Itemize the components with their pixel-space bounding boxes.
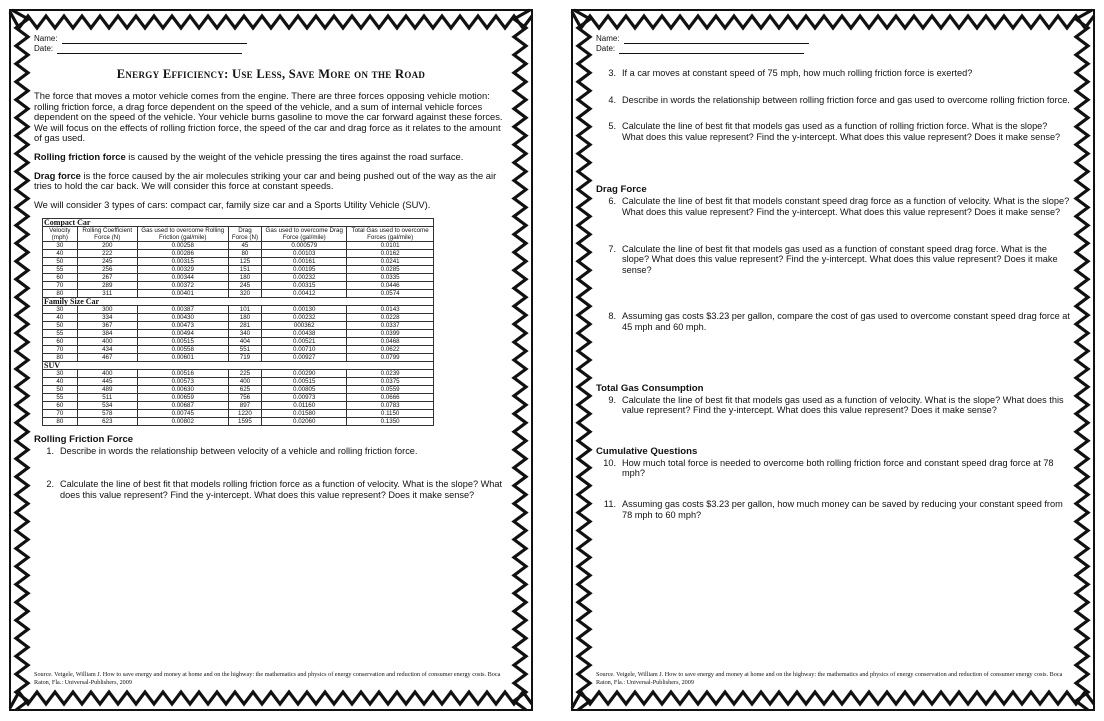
- table-cell: 0.00290: [262, 370, 347, 378]
- table-cell: 0.00195: [262, 266, 347, 274]
- table-cell: 445: [77, 378, 137, 386]
- name-line[interactable]: [624, 35, 809, 44]
- table-cell: 0.00103: [262, 250, 347, 258]
- table-row: [43, 306, 434, 314]
- table-cell: 0.00927: [262, 354, 347, 362]
- name-line[interactable]: [62, 35, 247, 44]
- table-cell: 50: [43, 386, 78, 394]
- table-row: [43, 402, 434, 410]
- table-cell: 625: [228, 386, 262, 394]
- table-cell: 0.0143: [347, 306, 434, 314]
- table-cell: 434: [77, 346, 137, 354]
- table-cell: 0.0666: [347, 394, 434, 402]
- question-number: 8.: [608, 311, 616, 322]
- table-cell: 0.00659: [137, 394, 228, 402]
- table-cell: 60: [43, 274, 78, 282]
- table-cell: 50: [43, 322, 78, 330]
- table-cell: 0.0446: [347, 282, 434, 290]
- table-cell: 80: [43, 290, 78, 298]
- table-cell: 55: [43, 330, 78, 338]
- table-cell: 756: [228, 394, 262, 402]
- table-row: [43, 346, 434, 354]
- border-zigzag-edge: [1076, 10, 1092, 710]
- table-row: [43, 274, 434, 282]
- table-cell: 0.0239: [347, 370, 434, 378]
- table-row: [43, 394, 434, 402]
- table-cell: 320: [228, 290, 262, 298]
- question-item: [596, 244, 1070, 276]
- table-cell: 0.00805: [262, 386, 347, 394]
- table-cell: 0.00687: [137, 402, 228, 410]
- table-cell: 0.00286: [137, 250, 228, 258]
- table-cell: 400: [77, 370, 137, 378]
- drag-force-heading: Drag Force: [596, 184, 647, 196]
- question-text: Calculate the line of best fit that models gas used as a function of constant speed drag force. What is the slope? What does this value represent? Find the y-intercept. What does this value represent? Does it make sense?: [622, 243, 1058, 275]
- table-cell: 0.00438: [262, 330, 347, 338]
- table-cell: 245: [77, 258, 137, 266]
- question-text: Assuming gas costs $3.23 per gallon, how much money can be saved by reducing your constant speed from 78 mph to 60 mph?: [622, 498, 1063, 520]
- question-number: 4.: [608, 94, 616, 105]
- question-item: [596, 395, 1070, 416]
- table-cell: 0.00387: [137, 306, 228, 314]
- table-cell: 0.00473: [137, 322, 228, 330]
- question-item: [596, 311, 1070, 332]
- question-number: 9.: [608, 394, 616, 405]
- table-cell: 0.00494: [137, 330, 228, 338]
- question-group-rolling: [596, 68, 1070, 142]
- table-row: [43, 378, 434, 386]
- table-cell: 0.00515: [137, 338, 228, 346]
- table-cell: 0.0783: [347, 402, 434, 410]
- table-cell: 0.00430: [137, 314, 228, 322]
- table-cell: 897: [228, 402, 262, 410]
- table-header-cell: Velocity (mph): [43, 227, 78, 242]
- table-cell: 367: [77, 322, 137, 330]
- table-header-row: [43, 227, 434, 242]
- table-cell: 0.00329: [137, 266, 228, 274]
- table-cell: 0.00372: [137, 282, 228, 290]
- table-section-row: [43, 362, 434, 370]
- table-cell: 281: [228, 322, 262, 330]
- question-number: 6.: [608, 196, 616, 207]
- table-cell: 534: [77, 402, 137, 410]
- table-cell: 0.00258: [137, 242, 228, 250]
- name-field: [596, 34, 1070, 44]
- table-cell: 50: [43, 258, 78, 266]
- question-number: 1.: [46, 446, 54, 457]
- table-cell: 400: [228, 378, 262, 386]
- table-header-cell: Total Gas used to overcome Forces (gal/mile): [347, 227, 434, 242]
- name-field: [34, 34, 508, 44]
- table-cell: 0.1150: [347, 410, 434, 418]
- table-cell: 0.00601: [137, 354, 228, 362]
- table-cell: 300: [77, 306, 137, 314]
- table-cell: 0.00630: [137, 386, 228, 394]
- question-item: [596, 68, 1070, 79]
- worksheet-page-2: [568, 6, 1098, 714]
- table-cell: 0.00573: [137, 378, 228, 386]
- table-cell: 489: [77, 386, 137, 394]
- worksheet-page-1: [6, 6, 536, 714]
- table-cell: 0.00516: [137, 370, 228, 378]
- table-row: [43, 314, 434, 322]
- table-cell: 70: [43, 282, 78, 290]
- table-cell: 0.00130: [262, 306, 347, 314]
- table-cell: 0.01580: [262, 410, 347, 418]
- table-cell: 0.0337: [347, 322, 434, 330]
- question-text: Describe in words the relationship between velocity of a vehicle and rolling friction force.: [60, 446, 418, 457]
- table-row: [43, 418, 434, 426]
- question-list: [34, 446, 508, 500]
- table-cell: 80: [43, 354, 78, 362]
- table-cell: 384: [77, 330, 137, 338]
- name-label: Name:: [34, 34, 58, 43]
- question-text: If a car moves at constant speed of 75 mph, how much rolling friction force is exerted?: [622, 68, 973, 78]
- table-section-row: [43, 298, 434, 306]
- question-number: 11.: [603, 498, 616, 509]
- table-cell: 0.00710: [262, 346, 347, 354]
- table-cell: 60: [43, 338, 78, 346]
- border-zigzag-edge: [574, 10, 590, 710]
- rolling-friction-term: Rolling friction force: [34, 150, 126, 162]
- table-cell: 256: [77, 266, 137, 274]
- table-header-cell: Rolling Coefficient Force (N): [77, 227, 137, 242]
- table-cell: 0.0622: [347, 346, 434, 354]
- page-1-content: [34, 34, 508, 686]
- table-cell: 0.000579: [262, 242, 347, 250]
- table-section-row: [43, 219, 434, 227]
- question-group-cumulative: [596, 458, 1070, 520]
- table-cell: 578: [77, 410, 137, 418]
- table-cell: 1220: [228, 410, 262, 418]
- border-zigzag-edge: [514, 10, 530, 710]
- date-line[interactable]: [619, 45, 804, 54]
- table-cell: 180: [228, 314, 262, 322]
- border-zigzag-edge: [572, 12, 1094, 28]
- date-label: Date:: [596, 44, 616, 53]
- table-cell: 0.0228: [347, 314, 434, 322]
- table-cell: 0.0574: [347, 290, 434, 298]
- table-cell: 000362: [262, 322, 347, 330]
- table-cell: 0.02060: [262, 418, 347, 426]
- table-cell: 0.00161: [262, 258, 347, 266]
- table-cell: 70: [43, 346, 78, 354]
- border-zigzag-edge: [12, 10, 28, 710]
- table-cell: 0.0285: [347, 266, 434, 274]
- table-row: [43, 250, 434, 258]
- car-types-sentence: We will consider 3 types of cars: compact car, family size car and a Sports Utility Vehicle (SUV).: [34, 198, 431, 210]
- table-row: [43, 410, 434, 418]
- date-field: [34, 44, 508, 54]
- table-section-label: Compact Car: [43, 219, 434, 227]
- table-section-label: SUV: [43, 362, 434, 370]
- border-zigzag-edge: [10, 692, 532, 708]
- table-cell: 551: [228, 346, 262, 354]
- table-cell: 0.1350: [347, 418, 434, 426]
- table-row: [43, 354, 434, 362]
- drag-force-text: is the force caused by the air molecules striking your car and being pushed out of the way as the air tries to hold the car back. We will consider this force at constant speeds.: [34, 169, 497, 192]
- table-cell: 404: [228, 338, 262, 346]
- question-text: Calculate the line of best fit that models gas used as a function of velocity. What is the slope? What does this value represent? Find the y-intercept. What does this value represent? Does it make sense?: [622, 394, 1064, 416]
- table-cell: 0.0375: [347, 378, 434, 386]
- border-zigzag-edge: [10, 12, 532, 28]
- table-cell: 623: [77, 418, 137, 426]
- table-cell: 30: [43, 370, 78, 378]
- table-cell: 0.00745: [137, 410, 228, 418]
- table-cell: 340: [228, 330, 262, 338]
- date-field: [596, 44, 1070, 54]
- question-text: Assuming gas costs $3.23 per gallon, compare the cost of gas used to overcome constant speed drag force at 45 mph and 60 mph.: [622, 311, 1070, 332]
- rolling-friction-heading: Rolling Friction Force: [34, 434, 134, 446]
- page-2-content: [596, 34, 1070, 686]
- table-cell: 151: [228, 266, 262, 274]
- table-row: [43, 282, 434, 290]
- question-item: [596, 499, 1070, 520]
- table-cell: 70: [43, 410, 78, 418]
- table-row: [43, 370, 434, 378]
- table-cell: 0.0559: [347, 386, 434, 394]
- question-item: [34, 479, 508, 500]
- table-cell: 267: [77, 274, 137, 282]
- table-cell: 245: [228, 282, 262, 290]
- table-cell: 0.00515: [262, 378, 347, 386]
- table-row: [43, 290, 434, 298]
- question-item: [596, 458, 1070, 479]
- source-citation: Source. Veigele, William J. How to save energy and money at home and on the highway: the mathematics and physics of energy conservation and reduction of consumer energy costs. Boca Raton, Fla.: Universal-Publishers, 2009: [596, 671, 1063, 686]
- question-group-drag: [596, 196, 1070, 332]
- question-number: 10.: [603, 457, 616, 468]
- question-number: 5.: [608, 121, 616, 132]
- date-label: Date:: [34, 44, 54, 53]
- table-cell: 467: [77, 354, 137, 362]
- table-cell: 0.00401: [137, 290, 228, 298]
- border-zigzag-edge: [572, 692, 1094, 708]
- table-cell: 40: [43, 314, 78, 322]
- table-cell: 45: [228, 242, 262, 250]
- drag-force-definition: [34, 171, 508, 192]
- drag-force-term: Drag force: [34, 169, 81, 181]
- table-header-cell: Gas used to overcome Drag Force (gal/mile): [262, 227, 347, 242]
- table-row: [43, 386, 434, 394]
- table-cell: 0.01160: [262, 402, 347, 410]
- table-cell: 222: [77, 250, 137, 258]
- source-citation: Source. Veigele, William J. How to save energy and money at home and on the highway: the mathematics and physics of energy conservation and reduction of consumer energy costs. Boca Raton, Fla.: Universal-Publishers, 2009: [34, 671, 501, 686]
- table-cell: 0.0241: [347, 258, 434, 266]
- table-cell: 511: [77, 394, 137, 402]
- total-gas-heading: Total Gas Consumption: [596, 382, 704, 394]
- table-cell: 311: [77, 290, 137, 298]
- question-item: [596, 95, 1070, 106]
- table-row: [43, 266, 434, 274]
- table-row: [43, 242, 434, 250]
- table-cell: 0.00232: [262, 314, 347, 322]
- cumulative-heading: Cumulative Questions: [596, 445, 698, 457]
- table-cell: 180: [228, 274, 262, 282]
- table-cell: 80: [43, 418, 78, 426]
- date-line[interactable]: [57, 45, 242, 54]
- table-cell: 0.0162: [347, 250, 434, 258]
- rolling-friction-text: is caused by the weight of the vehicle pressing the tires against the road surface.: [125, 150, 464, 162]
- table-cell: 30: [43, 306, 78, 314]
- document-title: Energy Efficiency: Use Less, Save More on the Road: [116, 67, 426, 81]
- table-row: [43, 338, 434, 346]
- table-cell: 60: [43, 402, 78, 410]
- table-cell: 0.00344: [137, 274, 228, 282]
- table-cell: 400: [77, 338, 137, 346]
- table-cell: 125: [228, 258, 262, 266]
- table-cell: 0.0468: [347, 338, 434, 346]
- table-row: [43, 258, 434, 266]
- table-cell: 0.00558: [137, 346, 228, 354]
- question-text: How much total force is needed to overcome both rolling friction force and constant speed drag force at 78 mph?: [622, 457, 1054, 479]
- table-cell: 55: [43, 266, 78, 274]
- question-number: 7.: [608, 243, 616, 254]
- question-item: [596, 121, 1070, 142]
- question-group-total: [596, 395, 1070, 416]
- table-cell: 0.0799: [347, 354, 434, 362]
- name-label: Name:: [596, 34, 620, 43]
- question-text: Describe in words the relationship between rolling friction force and gas used to overcome rolling friction force.: [622, 94, 1070, 105]
- table-cell: 200: [77, 242, 137, 250]
- intro-paragraph: The force that moves a motor vehicle comes from the engine. There are three forces opposing vehicle motion: rolling friction force, a drag force dependent on the speed of the vehicle, and a sum of internal vehicle forces dependent on the speed of the vehicle. Your vehicle burns gasoline to move the car forward against these forces. We will focus on the effects of rolling friction force, the speed of the car and drag force as it relates to the amount of gas used.: [34, 90, 503, 144]
- table-cell: 334: [77, 314, 137, 322]
- table-cell: 0.0399: [347, 330, 434, 338]
- table-cell: 30: [43, 242, 78, 250]
- table-cell: 0.00521: [262, 338, 347, 346]
- table-row: [43, 330, 434, 338]
- table-cell: 0.00315: [262, 282, 347, 290]
- data-table: [42, 218, 434, 426]
- table-row: [43, 322, 434, 330]
- question-item: [596, 196, 1070, 217]
- table-cell: 1595: [228, 418, 262, 426]
- table-cell: 55: [43, 394, 78, 402]
- question-text: Calculate the line of best fit that models gas used as a function of rolling friction force. What is the slope? What does this value represent? Find the y-intercept. What does this value represent? Does it make sense?: [622, 121, 1061, 142]
- question-text: Calculate the line of best fit that models constant speed drag force as a function of velocity. What is the slope? What does this value represent? Find the y-intercept. What does this value represent? Does it make sense?: [622, 196, 1070, 217]
- question-number: 3.: [608, 68, 616, 78]
- table-cell: 80: [228, 250, 262, 258]
- table-cell: 40: [43, 378, 78, 386]
- table-cell: 101: [228, 306, 262, 314]
- question-number: 2.: [46, 478, 54, 489]
- table-header-cell: Drag Force (N): [228, 227, 262, 242]
- table-section-label: Family Size Car: [43, 298, 434, 306]
- table-cell: 0.00315: [137, 258, 228, 266]
- table-cell: 289: [77, 282, 137, 290]
- table-cell: 0.0335: [347, 274, 434, 282]
- table-cell: 225: [228, 370, 262, 378]
- question-text: Calculate the line of best fit that models rolling friction force as a function of velocity. What is the slope? What does this value represent? Find the y-intercept. What does this value represent? Does it make sense?: [60, 478, 503, 500]
- table-cell: 40: [43, 250, 78, 258]
- table-cell: 0.00802: [137, 418, 228, 426]
- table-cell: 0.00412: [262, 290, 347, 298]
- table-header-cell: Gas used to overcome Rolling Friction (gal/mile): [137, 227, 228, 242]
- rolling-friction-definition: [34, 152, 508, 163]
- table-cell: 719: [228, 354, 262, 362]
- table-cell: 0.00232: [262, 274, 347, 282]
- table-cell: 0.0101: [347, 242, 434, 250]
- question-item: [34, 446, 508, 457]
- table-cell: 0.00973: [262, 394, 347, 402]
